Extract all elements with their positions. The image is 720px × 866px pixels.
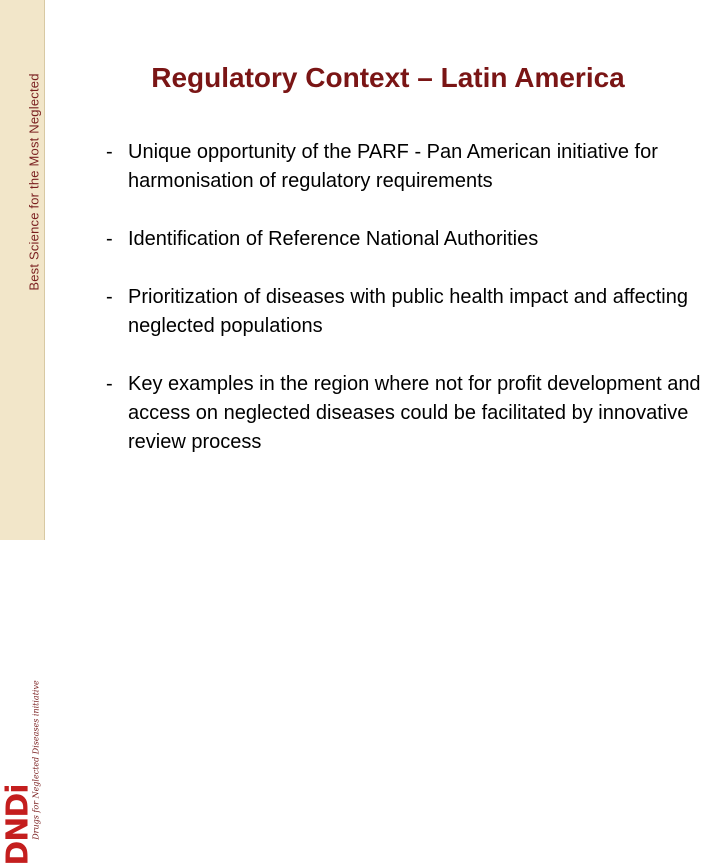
bullet-marker: -: [106, 141, 113, 163]
bullet-text: Prioritization of diseases with public health impact and affecting neglected populations: [128, 286, 688, 337]
slide-title: Regulatory Context – Latin America: [151, 62, 625, 93]
sidebar-tagline: [24, 2, 44, 362]
bullet-marker: -: [106, 373, 113, 395]
bullet-item: [106, 370, 706, 457]
tagline-text: Best Science for the Most Neglected: [26, 73, 42, 291]
bullet-item: [106, 225, 706, 254]
bullet-marker: -: [106, 286, 113, 308]
bullet-text: Key examples in the region where not for profit development and access on neglected diseases could be facilitated by innovative review process: [128, 373, 701, 453]
bullet-marker: -: [106, 228, 113, 250]
logo-text: DNDi: [0, 784, 36, 866]
bullet-list: [106, 138, 706, 486]
logo-subtitle: Drugs for Neglected Diseases initiative: [31, 680, 41, 840]
bullet-item: [106, 138, 706, 196]
bullet-text: Unique opportunity of the PARF - Pan American initiative for harmonisation of regulatory requirements: [128, 141, 658, 192]
sidebar: [0, 0, 45, 866]
dndi-logo: [0, 340, 44, 866]
bullet-item: [106, 283, 706, 341]
bullet-text: Identification of Reference National Authorities: [128, 228, 539, 250]
